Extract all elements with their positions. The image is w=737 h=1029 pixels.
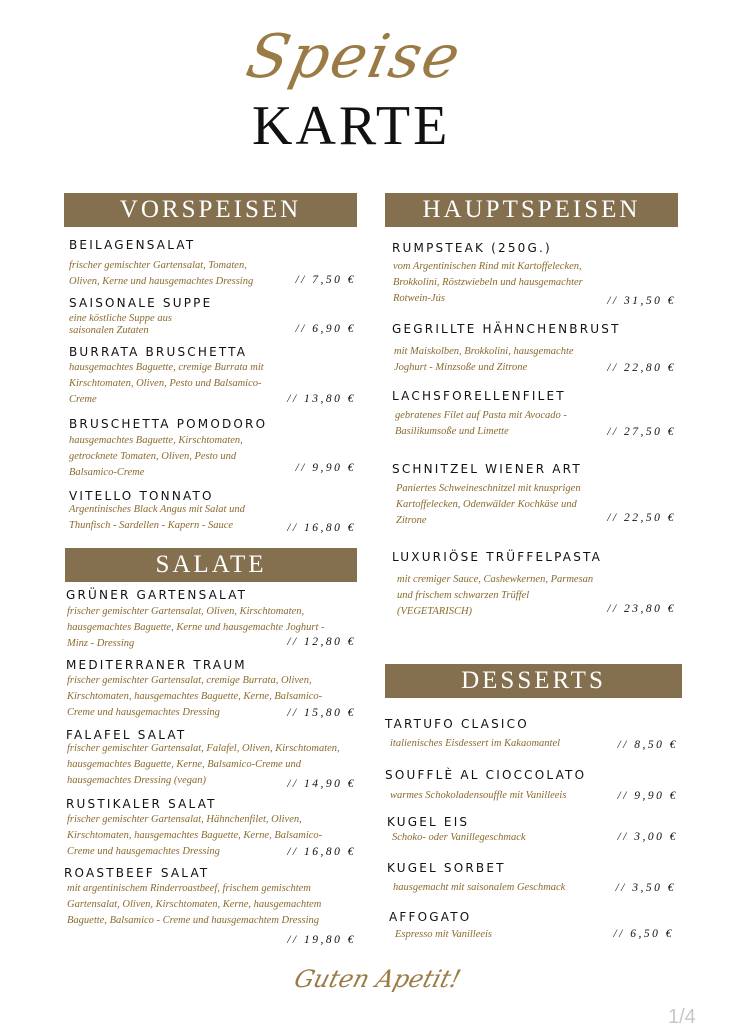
menu-item-description: hausgemachtes Baguette, Kirschtomaten, getrocknete Tomaten, Oliven, Pesto und Balsamico-Creme [69,435,243,478]
menu-item-price: // 16,80 € [287,846,356,858]
menu-item-name: MEDITERRANER TRAUM [66,658,247,672]
menu-item-price: // 8,50 € [617,739,678,751]
menu-item-name: GEGRILLTE HÄHNCHENBRUST [392,322,621,336]
section-banner-hauptspeisen: HAUPTSPEISEN [385,193,678,227]
sign-off-script: Guten Apetit! [291,965,464,993]
menu-item-price: // 22,50 € [607,512,676,524]
menu-item-name: BURRATA BRUSCHETTA [69,345,248,359]
menu-item-price: // 6,90 € [295,323,356,335]
menu-item-name: RUMPSTEAK (250G.) [392,241,552,255]
section-banner-salate: SALATE [65,548,357,582]
menu-item-price: // 16,80 € [287,522,356,534]
menu-item-description: mit cremiger Sauce, Cashewkernen, Parmesan und frischem schwarzen Trüffel (VEGETARISCH) [397,574,594,617]
menu-item-description: frischer gemischter Gartensalat, Tomaten, Oliven, Kerne und hausgemachtes Dressing [69,260,254,287]
menu-item-name: RUSTIKALER SALAT [66,797,217,811]
menu-item-price: // 15,80 € [287,707,356,719]
menu-item-description: mit argentinischem Rinderroastbeef, frischem gemischtem Gartensalat, Oliven, Kirschtomaten, Kerne, hausgemachtem Baguette, Balsamico - Creme und hausgemachtem Dressing [67,883,322,926]
menu-item-name: LACHSFORELLENFILET [392,389,566,403]
menu-item-description: eine köstliche Suppe aus saisonalen Zutaten [69,313,172,336]
menu-item-description: italienisches Eisdessert im Kakaomantel [390,738,561,749]
menu-item-price: // 14,90 € [287,778,356,790]
menu-item-name: VITELLO TONNATO [69,489,214,503]
menu-item-description: hausgemacht mit saisonalem Geschmack [393,882,566,893]
menu-item-price: // 3,00 € [617,831,678,843]
menu-item-price: // 3,50 € [615,882,676,894]
menu-item-description: Paniertes Schweineschnitzel mit knusprigen Kartoffelecken, Odenwälder Kochkäse und Zitrone [396,483,581,526]
page-indicator: 1/4 [668,1006,696,1028]
menu-item-price: // 19,80 € [287,934,356,946]
menu-item-description: hausgemachtes Baguette, cremige Burrata mit Kirschtomaten, Oliven, Pesto und Balsamico-Creme [69,362,264,405]
menu-item-description: gebratenes Filet auf Pasta mit Avocado - Basilikumsoße und Limette [395,410,567,437]
menu-item-name: KUGEL SORBET [387,861,506,875]
menu-item-price: // 22,80 € [607,362,676,374]
page-title: KARTE [252,95,451,157]
menu-item-price: // 12,80 € [287,636,356,648]
menu-item-description: Schoko- oder Vanillegeschmack [392,832,526,843]
menu-item-description: frischer gemischter Gartensalat, cremige Burrata, Oliven, Kirschtomaten, hausgemachtes Baguette, Kerne, Balsamico-Creme und hausgemachtes Dressing [67,675,323,718]
menu-item-name: BEILAGENSALAT [69,238,196,252]
menu-item-name: LUXURIÖSE TRÜFFELPASTA [392,550,603,564]
menu-item-price: // 9,90 € [617,790,678,802]
menu-item-description: vom Argentinischen Rind mit Kartoffelecken, Brokkolini, Röstzwiebeln und hausgemachter Rotwein-Jús [393,261,583,304]
menu-item-name: AFFOGATO [389,910,472,924]
section-banner-vorspeisen: VORSPEISEN [64,193,357,227]
menu-item-price: // 31,50 € [607,295,676,307]
menu-item-description: frischer gemischter Gartensalat, Falafel, Oliven, Kirschtomaten, hausgemachtes Baguette, Kerne, Balsamico-Creme und hausgemachtes Dressing (vegan) [67,743,340,786]
menu-item-name: ROASTBEEF SALAT [64,866,210,880]
menu-item-name: KUGEL EIS [387,815,470,829]
menu-item-name: SAISONALE SUPPE [69,296,213,310]
menu-item-name: GRÜNER GARTENSALAT [66,588,248,602]
script-title: Speise [240,22,468,92]
menu-item-name: TARTUFO CLASICO [385,717,529,731]
menu-item-price: // 9,90 € [295,462,356,474]
menu-item-price: // 7,50 € [295,274,356,286]
menu-item-description: Espresso mit Vanilleeis [395,929,493,940]
menu-item-description: mit Maiskolben, Brokkolini, hausgemachte Joghurt - Minzsoße und Zitrone [394,346,574,373]
menu-item-price: // 27,50 € [607,426,676,438]
menu-item-name: BRUSCHETTA POMODORO [69,417,268,431]
menu-item-price: // 23,80 € [607,603,676,615]
menu-item-description: Argentinisches Black Angus mit Salat und Thunfisch - Sardellen - Kapern - Sauce [69,504,245,531]
menu-item-name: FALAFEL SALAT [66,728,187,742]
menu-item-name: SOUFFLÈ AL CIOCCOLATO [385,768,587,782]
section-banner-desserts: DESSERTS [385,664,682,698]
menu-item-name: SCHNITZEL WIENER ART [392,462,582,476]
menu-item-description: frischer gemischter Gartensalat, Oliven, Kirschtomaten, hausgemachtes Baguette, Kerne und hausgemachte Joghurt - Minz - Dressing [67,606,325,649]
menu-item-description: frischer gemischter Gartensalat, Hähnchenfilet, Oliven, Kirschtomaten, hausgemachtes Baguette, Kerne, Balsamico-Creme und hausgemachtes Dressing [67,814,323,857]
menu-item-price: // 6,50 € [613,928,674,940]
menu-item-description: warmes Schokoladensouffle mit Vanilleeis [390,790,567,801]
menu-item-price: // 13,80 € [287,393,356,405]
